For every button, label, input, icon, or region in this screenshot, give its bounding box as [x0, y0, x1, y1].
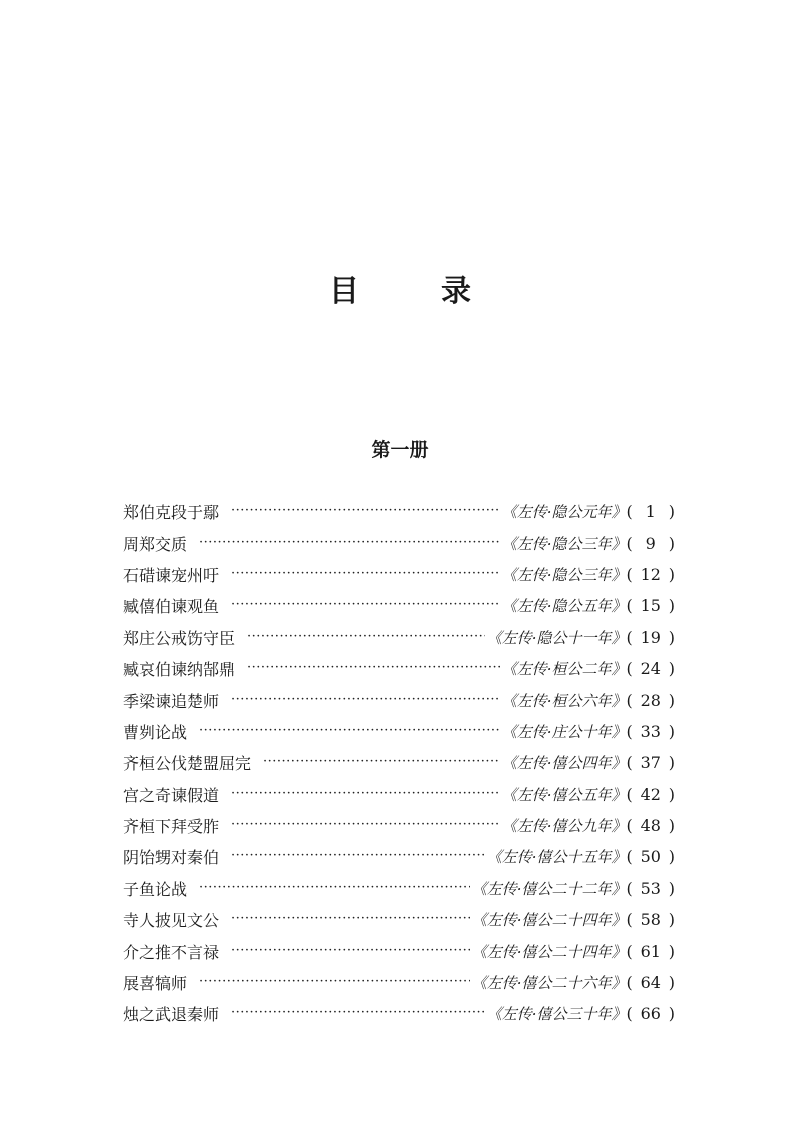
toc-entry-title: 介之推不言禄	[123, 942, 220, 962]
toc-entry[interactable]	[123, 559, 675, 590]
toc-page-close-paren: )	[668, 690, 675, 710]
toc-entry-title: 季梁谏追楚师	[123, 691, 220, 711]
toc-entry[interactable]	[123, 653, 675, 684]
toc-entry[interactable]	[123, 622, 675, 653]
toc-entry-title: 宫之奇谏假道	[123, 785, 220, 805]
toc-dot-leader	[263, 754, 500, 769]
toc-entry-source: 《左传·隐公元年》	[501, 503, 627, 522]
toc-dot-leader	[231, 786, 500, 801]
toc-entry-title: 郑伯克段于鄢	[123, 503, 220, 523]
toc-entry-source: 《左传·庄公十年》	[501, 722, 627, 741]
toc-page-close-paren: )	[668, 1004, 675, 1024]
toc-entry-page: 28	[640, 690, 661, 710]
toc-entry-title: 阴饴甥对秦伯	[123, 848, 220, 868]
toc-entry-source: 《左传·桓公二年》	[501, 660, 627, 679]
toc-entry-source: 《左传·隐公十一年》	[486, 628, 627, 647]
toc-entry-page: 66	[640, 1004, 661, 1024]
toc-dot-leader	[199, 974, 470, 989]
toc-entry-page: 58	[640, 910, 661, 930]
toc-page-close-paren: )	[668, 721, 675, 741]
toc-dot-leader	[231, 817, 500, 832]
toc-page-close-paren: )	[668, 564, 675, 584]
toc-page-close-paren: )	[668, 878, 675, 898]
toc-entry-page: 9	[645, 533, 656, 553]
toc-dot-leader	[231, 692, 500, 707]
toc-entry-source: 《左传·僖公十五年》	[486, 848, 627, 867]
toc-dot-leader	[247, 660, 500, 675]
toc-entry-page: 42	[640, 784, 661, 804]
toc-entry-page: 50	[640, 847, 661, 867]
toc-page-close-paren: )	[668, 596, 675, 616]
toc-dot-leader	[199, 880, 470, 895]
toc-entry-source: 《左传·僖公二十四年》	[471, 911, 627, 930]
toc-page-close-paren: )	[668, 627, 675, 647]
toc-entry-title: 展喜犒师	[123, 974, 188, 994]
toc-dot-leader	[231, 597, 500, 612]
toc-entry-source: 《左传·僖公二十二年》	[471, 879, 627, 898]
page-title: 目 录	[329, 274, 497, 309]
toc-entry-title: 石碏谏宠州吁	[123, 565, 220, 585]
toc-entry-page: 33	[640, 721, 661, 741]
toc-page-open-paren: (	[626, 502, 633, 522]
toc-page-close-paren: )	[668, 816, 675, 836]
toc-entry[interactable]	[123, 841, 675, 872]
toc-entry-title: 齐桓下拜受胙	[123, 817, 220, 837]
toc-entry[interactable]	[123, 496, 675, 527]
toc-entry-source: 《左传·桓公六年》	[501, 691, 627, 710]
toc-entry-page: 24	[640, 659, 661, 679]
toc-entry-title: 臧僖伯谏观鱼	[123, 597, 220, 617]
toc-page-open-paren: (	[626, 973, 633, 993]
toc-entry-page: 53	[640, 878, 661, 898]
toc-entry-source: 《左传·僖公二十六年》	[471, 974, 627, 993]
toc-page-close-paren: )	[668, 784, 675, 804]
toc-entry-source: 《左传·僖公三十年》	[486, 1005, 627, 1024]
toc-page-open-paren: (	[626, 564, 633, 584]
toc-entry[interactable]	[123, 810, 675, 841]
toc-entry[interactable]	[123, 873, 675, 904]
toc-entry-source: 《左传·僖公九年》	[501, 817, 627, 836]
toc-page-open-paren: (	[626, 753, 633, 773]
toc-entry-source: 《左传·僖公二十四年》	[471, 942, 627, 961]
toc-entry-source: 《左传·隐公三年》	[501, 565, 627, 584]
volume-title: 第一册	[371, 439, 429, 461]
toc-page-close-paren: )	[668, 659, 675, 679]
toc-page-close-paren: )	[668, 973, 675, 993]
toc-entry-page: 15	[640, 596, 661, 616]
toc-entry-page: 48	[640, 816, 661, 836]
toc-dot-leader	[231, 503, 500, 518]
toc-page-open-paren: (	[626, 784, 633, 804]
toc-dot-leader	[231, 1005, 485, 1020]
toc-page-close-paren: )	[668, 753, 675, 773]
toc-entry[interactable]	[123, 527, 675, 558]
toc-dot-leader	[199, 723, 500, 738]
toc-entry-page: 12	[640, 564, 661, 584]
toc-entry-title: 寺人披见文公	[123, 911, 220, 931]
toc-page-open-paren: (	[626, 627, 633, 647]
toc-entry-source: 《左传·僖公四年》	[501, 754, 627, 773]
toc-dot-leader	[231, 848, 485, 863]
toc-entry-source: 《左传·僖公五年》	[501, 785, 627, 804]
toc-entry-page: 19	[640, 627, 661, 647]
toc-page-open-paren: (	[626, 847, 633, 867]
toc-page-open-paren: (	[626, 1004, 633, 1024]
toc-page-open-paren: (	[626, 941, 633, 961]
toc-dot-leader	[199, 535, 500, 550]
toc-page-open-paren: (	[626, 816, 633, 836]
toc-entry[interactable]	[123, 590, 675, 621]
toc-entry-title: 曹刿论战	[123, 722, 188, 742]
toc-entry-page: 61	[640, 941, 661, 961]
toc-entry-title: 子鱼论战	[123, 879, 188, 899]
toc-page-close-paren: )	[668, 941, 675, 961]
toc-dot-leader	[231, 566, 500, 581]
toc-dot-leader	[247, 629, 485, 644]
toc-entry-source: 《左传·隐公三年》	[501, 534, 627, 553]
toc-page-close-paren: )	[668, 910, 675, 930]
toc-entry-title: 烛之武退秦师	[123, 1005, 220, 1025]
table-of-contents	[123, 496, 675, 1030]
toc-page-open-paren: (	[626, 878, 633, 898]
toc-entry-page: 1	[645, 502, 656, 522]
toc-entry[interactable]	[123, 935, 675, 966]
toc-dot-leader	[231, 911, 470, 926]
toc-entry-source: 《左传·隐公五年》	[501, 597, 627, 616]
toc-page-close-paren: )	[668, 847, 675, 867]
toc-page-close-paren: )	[668, 502, 675, 522]
toc-entry-page: 37	[640, 753, 661, 773]
toc-page-open-paren: (	[626, 721, 633, 741]
toc-page-open-paren: (	[626, 659, 633, 679]
toc-page-open-paren: (	[626, 596, 633, 616]
toc-page-close-paren: )	[668, 533, 675, 553]
toc-entry-page: 64	[640, 973, 661, 993]
toc-entry-title: 齐桓公伐楚盟屈完	[123, 754, 252, 774]
toc-page-open-paren: (	[626, 690, 633, 710]
toc-page-open-paren: (	[626, 533, 633, 553]
toc-entry-title: 郑庄公戒饬守臣	[123, 628, 236, 648]
toc-entry[interactable]	[123, 716, 675, 747]
toc-page-open-paren: (	[626, 910, 633, 930]
toc-entry[interactable]	[123, 967, 675, 998]
toc-entry[interactable]	[123, 779, 675, 810]
toc-entry-title: 周郑交质	[123, 534, 188, 554]
toc-entry[interactable]	[123, 998, 675, 1029]
toc-entry[interactable]	[123, 904, 675, 935]
toc-entry[interactable]	[123, 684, 675, 715]
toc-entry-title: 臧哀伯谏纳郜鼎	[123, 660, 236, 680]
toc-entry[interactable]	[123, 747, 675, 778]
toc-dot-leader	[231, 943, 470, 958]
